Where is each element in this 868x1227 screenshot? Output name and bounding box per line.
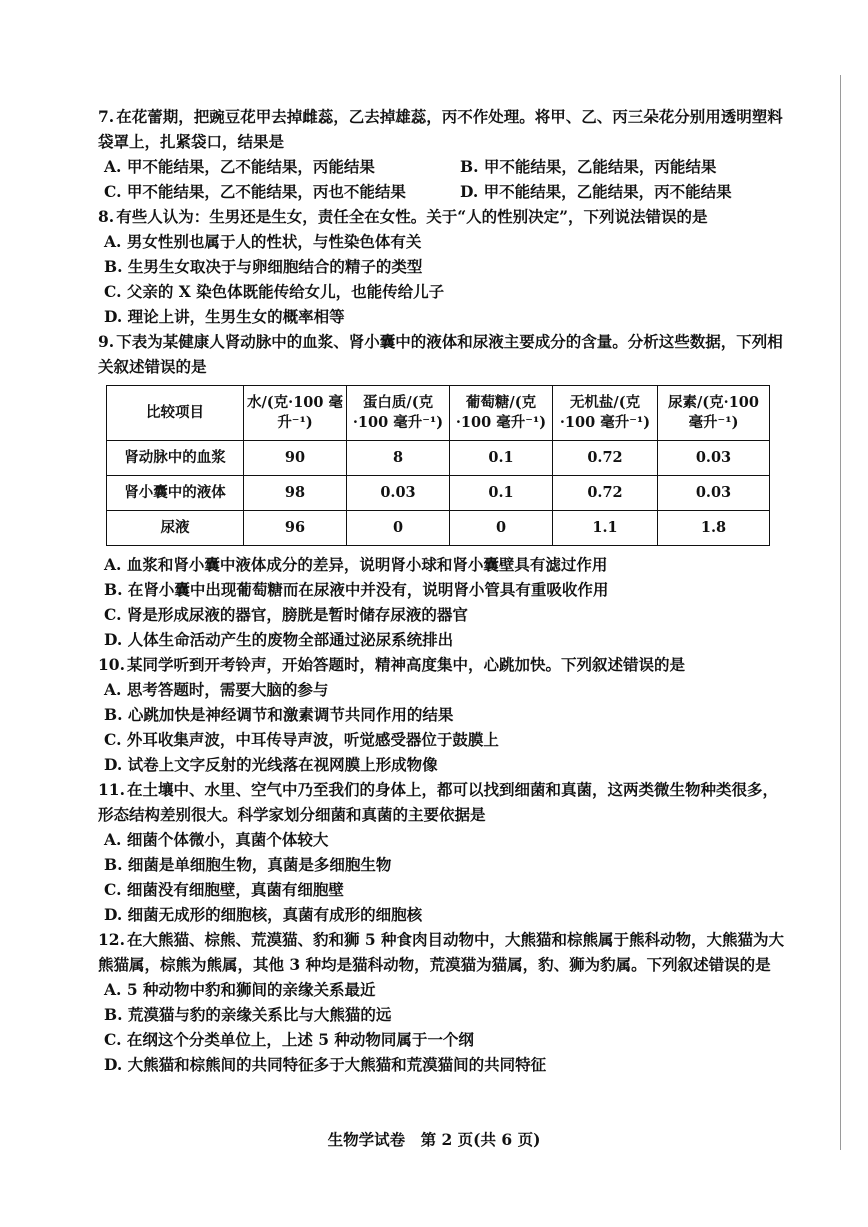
option-a: A. 男女性别也属于人的性状，与性染色体有关: [104, 232, 422, 251]
question-9: [98, 329, 786, 652]
table-header-cell: 尿素/(克·100 毫升⁻¹): [658, 386, 770, 441]
option-d: D. 大熊猫和棕熊间的共同特征多于大熊猫和荒漠猫间的共同特征: [104, 1055, 547, 1074]
question-stem: [98, 927, 786, 977]
table-header-cell: 蛋白质/(克·100 毫升⁻¹): [347, 386, 450, 441]
page-footer: 生物学试卷 第 2 页(共 6 页): [327, 1130, 541, 1149]
option-b: B. 在肾小囊中出现葡萄糖而在尿液中并没有，说明肾小管具有重吸收作用: [104, 580, 609, 599]
option-a: A. 5 种动物中豹和狮间的亲缘关系最近: [104, 980, 376, 999]
option-b: B. 荒漠猫与豹的亲缘关系比与大熊猫的远: [104, 1005, 392, 1024]
question-stem: [98, 652, 786, 677]
option-c: C. 肾是形成尿液的器官，膀胱是暂时储存尿液的器官: [104, 605, 468, 624]
question-11: [98, 777, 786, 927]
table-row: [107, 476, 770, 511]
table-cell: 0: [450, 511, 553, 546]
table-cell: 0.03: [658, 441, 770, 476]
table-cell: 0.72: [553, 476, 658, 511]
table-row: [107, 511, 770, 546]
table-cell: 0.03: [658, 476, 770, 511]
option-d: D. 甲不能结果，乙能结果，丙不能结果: [460, 182, 732, 201]
question-number: 10.: [98, 655, 125, 674]
question-text: 某同学听到开考铃声，开始答题时，精神高度集中，心跳加快。下列叙述错误的是: [126, 655, 685, 674]
table-cell: 1.1: [553, 511, 658, 546]
table-header-cell: 无机盐/(克·100 毫升⁻¹): [553, 386, 658, 441]
question-list: [98, 104, 786, 1077]
table-cell: 0: [347, 511, 450, 546]
question-12: [98, 927, 786, 1077]
table-header-cell: 水/(克·100 毫升⁻¹): [244, 386, 347, 441]
question-text: 在大熊猫、棕熊、荒漠猫、豹和狮 5 种食肉目动物中，大熊猫和棕熊属于熊科动物，大熊猫为大熊猫属，棕熊为熊属，其他 3 种均是猫科动物，荒漠猫为猫属，豹、狮为豹属。下列叙述错误的是: [98, 930, 785, 974]
question-stem: [98, 777, 786, 827]
question-number: 8.: [98, 207, 115, 226]
option-d: D. 人体生命活动产生的废物全部通过泌尿系统排出: [104, 630, 454, 649]
table-cell: 0.03: [347, 476, 450, 511]
table-cell: 0.1: [450, 476, 553, 511]
option-d: D. 细菌无成形的细胞核，真菌有成形的细胞核: [104, 905, 423, 924]
table-row: [107, 441, 770, 476]
table-cell: 8: [347, 441, 450, 476]
question-text: 有些人认为：生男还是生女，责任全在女性。关于“人的性别决定”，下列说法错误的是: [116, 207, 708, 226]
table-header-cell: 葡萄糖/(克·100 毫升⁻¹): [450, 386, 553, 441]
question-stem: [98, 204, 786, 229]
question-number: 7.: [98, 107, 115, 126]
option-c: C. 外耳收集声波，中耳传导声波，听觉感受器位于鼓膜上: [104, 730, 499, 749]
page-edge-line: [840, 75, 841, 1150]
question-stem: [98, 104, 786, 154]
table-cell: 肾小囊中的液体: [107, 476, 244, 511]
table-cell: 肾动脉中的血浆: [107, 441, 244, 476]
table-cell: 1.8: [658, 511, 770, 546]
question-stem: [98, 329, 786, 379]
option-c: C. 细菌没有细胞壁，真菌有细胞壁: [104, 880, 344, 899]
table-cell: 0.1: [450, 441, 553, 476]
option-c: C. 在纲这个分类单位上，上述 5 种动物同属于一个纲: [104, 1030, 474, 1049]
question-text: 在土壤中、水里、空气中乃至我们的身体上，都可以找到细菌和真菌，这两类微生物种类很多，形态结构差别很大。科学家划分细菌和真菌的主要依据是: [98, 780, 778, 824]
table-cell: 90: [244, 441, 347, 476]
option-b: B. 甲不能结果，乙能结果，丙能结果: [460, 157, 717, 176]
table-cell: 98: [244, 476, 347, 511]
question-text: 在花蕾期，把豌豆花甲去掉雌蕊，乙去掉雄蕊，丙不作处理。将甲、乙、丙三朵花分别用透明塑料袋罩上，扎紧袋口，结果是: [98, 107, 783, 151]
option-a: A. 甲不能结果，乙不能结果，丙能结果: [104, 157, 375, 176]
option-b: B. 细菌是单细胞生物，真菌是多细胞生物: [104, 855, 392, 874]
table-header-row: [107, 386, 770, 441]
question-10: [98, 652, 786, 777]
option-b: B. 生男生女取决于与卵细胞结合的精子的类型: [104, 257, 423, 276]
question-number: 12.: [98, 930, 125, 949]
question-number: 9.: [98, 332, 115, 351]
table-cell: 96: [244, 511, 347, 546]
question-number: 11.: [98, 780, 125, 799]
option-c: C. 父亲的 X 染色体既能传给女儿，也能传给儿子: [104, 282, 445, 301]
option-d: D. 理论上讲，生男生女的概率相等: [104, 307, 345, 326]
option-c: C. 甲不能结果，乙不能结果，丙也不能结果: [104, 182, 406, 201]
table-header-cell: 比较项目: [107, 386, 244, 441]
table-cell: 0.72: [553, 441, 658, 476]
question-7: [98, 104, 786, 204]
option-b: B. 心跳加快是神经调节和激素调节共同作用的结果: [104, 705, 454, 724]
composition-table: [106, 385, 770, 546]
option-a: A. 细菌个体微小，真菌个体较大: [104, 830, 329, 849]
option-a: A. 血浆和肾小囊中液体成分的差异，说明肾小球和肾小囊壁具有滤过作用: [104, 555, 608, 574]
table-cell: 尿液: [107, 511, 244, 546]
question-8: [98, 204, 786, 329]
question-text: 下表为某健康人肾动脉中的血浆、肾小囊中的液体和尿液主要成分的含量。分析这些数据，下列相关叙述错误的是: [98, 332, 783, 376]
option-d: D. 试卷上文字反射的光线落在视网膜上形成物像: [104, 755, 438, 774]
option-a: A. 思考答题时，需要大脑的参与: [104, 680, 329, 699]
